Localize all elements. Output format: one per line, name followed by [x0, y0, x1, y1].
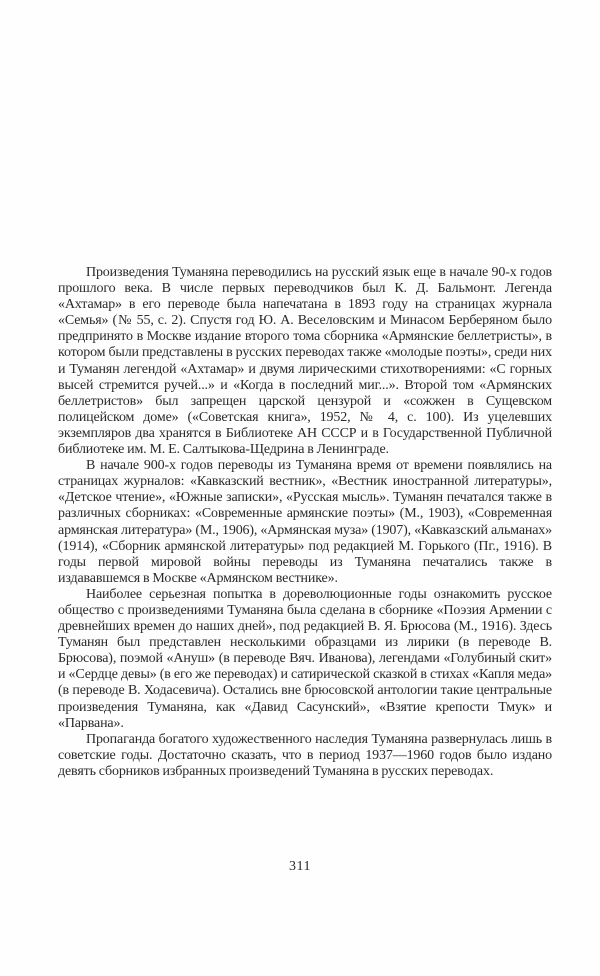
body-text — [58, 265, 552, 780]
page-number: 311 — [289, 859, 311, 874]
paragraph-3: Наиболее серьезная попытка в дореволюционные годы ознакомить русское общество с произведениями Туманяна была сделана в сборнике «Поэзия Армении с древнейших времен до наших дней», под редакцией В. Я. Брюсова (М., 1916). Здесь Туманян был представлен несколькими образцами из лирики (в переводе В. Брюсова), поэмой «Ануш» (в переводе Вяч. Иванова), легендами «Голубиный скит» и «Сердце девы» (в его же переводах) и сатирической сказкой в стихах «Капля меда» (в переводе В. Ходасевича). Остались вне брюсовской антологии такие центральные произведения Туманяна, как «Давид Сасунский», «Взятие крепости Тмук» и «Парвана». — [58, 586, 552, 731]
paragraph-1: Произведения Туманяна переводились на русский язык еще в начале 90-х годов прошлого века. В числе первых переводчиков был К. Д. Бальмонт. Легенда «Ахтамар» в его переводе была напечатана в 1893 году на страницах журнала «Семья» (№ 55, с. 2). Спустя год Ю. А. Веселовским и Минасом Берберяном было предпринято в Москве издание второго тома сборника «Армянские беллетристы», в котором были представлены в русских переводах также «молодые поэты», среди них и Туманян легендой «Ахтамар» и двумя лирическими стихотворениями: «С горных высей стремится ручей...» и «Когда в последний миг...». Второй том «Армянских беллетристов» был запрещен царской цензурой и «сожжен в Сущевском полицейском доме» («Советская книга», 1952, № 4, с. 100). Из уцелевших экземпляров два хранятся в Библиотеке АН СССР и в Государственной Публичной библиотеке им. М. Е. Салтыкова-Щедрина в Ленинграде. — [58, 265, 552, 458]
paragraph-2: В начале 900-х годов переводы из Туманяна время от времени появлялись на страницах журналов: «Кавказский вестник», «Вестник иностранной литературы», «Детское чтение», «Южные записки», «Русская мысль». Туманян печатался также в различных сборниках: «Современные армянские поэты» (М., 1903), «Современная армянская литература» (М., 1906), «Армянская муза» (1907), «Кавказский альманах» (1914), «Сборник армянской литературы» под редакцией М. Горького (Пг., 1916). В годы первой мировой войны переводы из Туманяна печатались также в издававшемся в Москве «Армянском вестнике». — [58, 458, 552, 586]
paragraph-4: Пропаганда богатого художественного наследия Туманяна развернулась лишь в советские годы. Достаточно сказать, что в период 1937—1960 годов было издано девять сборников избранных произведений Туманяна в русских переводах. — [58, 731, 552, 779]
